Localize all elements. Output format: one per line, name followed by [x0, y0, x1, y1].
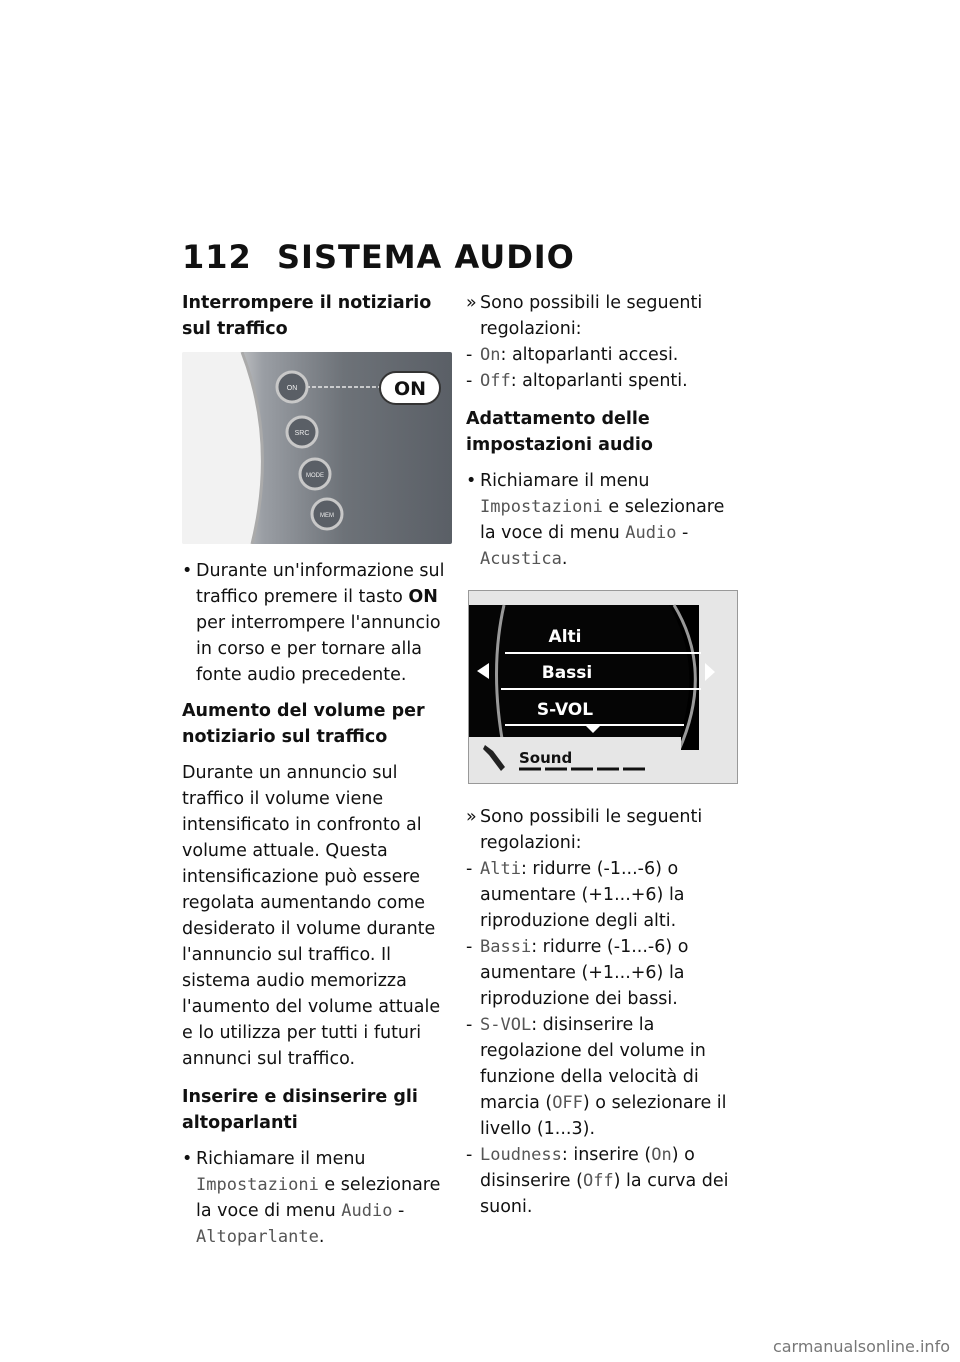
section-title: SISTEMA AUDIO: [277, 238, 575, 276]
control-buttons-figure: [182, 352, 452, 544]
src-button-label: SRC: [294, 430, 310, 437]
on-callout-label: ON: [393, 378, 427, 400]
right-arrow-icon: [705, 663, 715, 681]
option-off: - Off: altoparlanti spenti.: [466, 371, 688, 391]
menu-item-bassi: Bassi: [541, 663, 593, 683]
page-number: 112: [182, 238, 252, 276]
possible-settings-2: » Sono possibili le seguenti regolazioni:: [466, 807, 703, 853]
on-button-label: ON: [286, 385, 298, 392]
right-column: [466, 290, 736, 1220]
bullet-acoustic-menu: • Richiamare il menu Impostazioni e selezionare la voce di menu Audio - Acustica.: [466, 471, 725, 569]
bullet-speaker-menu: • Richiamare il menu Impostazioni e selezionare la voce di menu Audio - Altoparlante.: [182, 1149, 441, 1247]
watermark: carmanualsonline.info: [772, 1337, 950, 1356]
possible-settings-1: » Sono possibili le seguenti regolazioni:: [466, 293, 703, 339]
mode-button-label: MODE: [306, 473, 324, 479]
control-buttons-illustration: [182, 352, 452, 544]
mem-button-label: MEM: [320, 513, 334, 519]
paragraph-volume: Durante un annuncio sul traffico il volume viene intensificato in confronto al volume attuale. Questa intensificazione può essere regolata aumentando come desiderato il volume durante l'annuncio sul traffico. Il sistema audio memorizza l'aumento del volume attuale e lo utilizza per tutti i futuri annunci sul traffico.: [182, 763, 441, 1069]
option-loudness: - Loudness: inserire (On) o disinserire (Off) la curva dei suoni.: [466, 1145, 729, 1217]
left-column: [182, 290, 452, 1260]
heading-speakers: Inserire e disinserire gli altoparlanti: [182, 1087, 418, 1133]
menu-item-alti: Alti: [548, 627, 582, 647]
option-on: - On: altoparlanti accesi.: [466, 345, 679, 365]
heading-interrupt-traffic: Interrompere il notiziario sul traffico: [182, 293, 432, 339]
heading-audio-settings: Adattamento delle impostazioni audio: [466, 409, 653, 455]
option-alti: - Alti: ridurre (-1...-6) o aumentare (+1...+6) la riproduzione degli alti.: [466, 859, 685, 931]
page-header: [182, 238, 575, 276]
menu-item-svol: S-VOL: [536, 700, 594, 720]
option-bassi: - Bassi: ridurre (-1...-6) o aumentare (+1...+6) la riproduzione dei bassi.: [466, 937, 689, 1009]
sound-menu-screen: [468, 590, 738, 784]
bullet-press-on: • Durante un'informazione sul traffico premere il tasto ON per interrompere l'annuncio in corso e per tornare alla fonte audio precedente.: [182, 561, 445, 685]
sound-menu-illustration: [469, 591, 737, 783]
option-svol: - S-VOL: disinserire la regolazione del volume in funzione della velocità di marcia (OFF) o selezionare il livello (1...3).: [466, 1015, 727, 1139]
heading-volume-increase: Aumento del volume per notiziario sul traffico: [182, 701, 425, 747]
footer-label-sound: Sound: [519, 749, 573, 767]
